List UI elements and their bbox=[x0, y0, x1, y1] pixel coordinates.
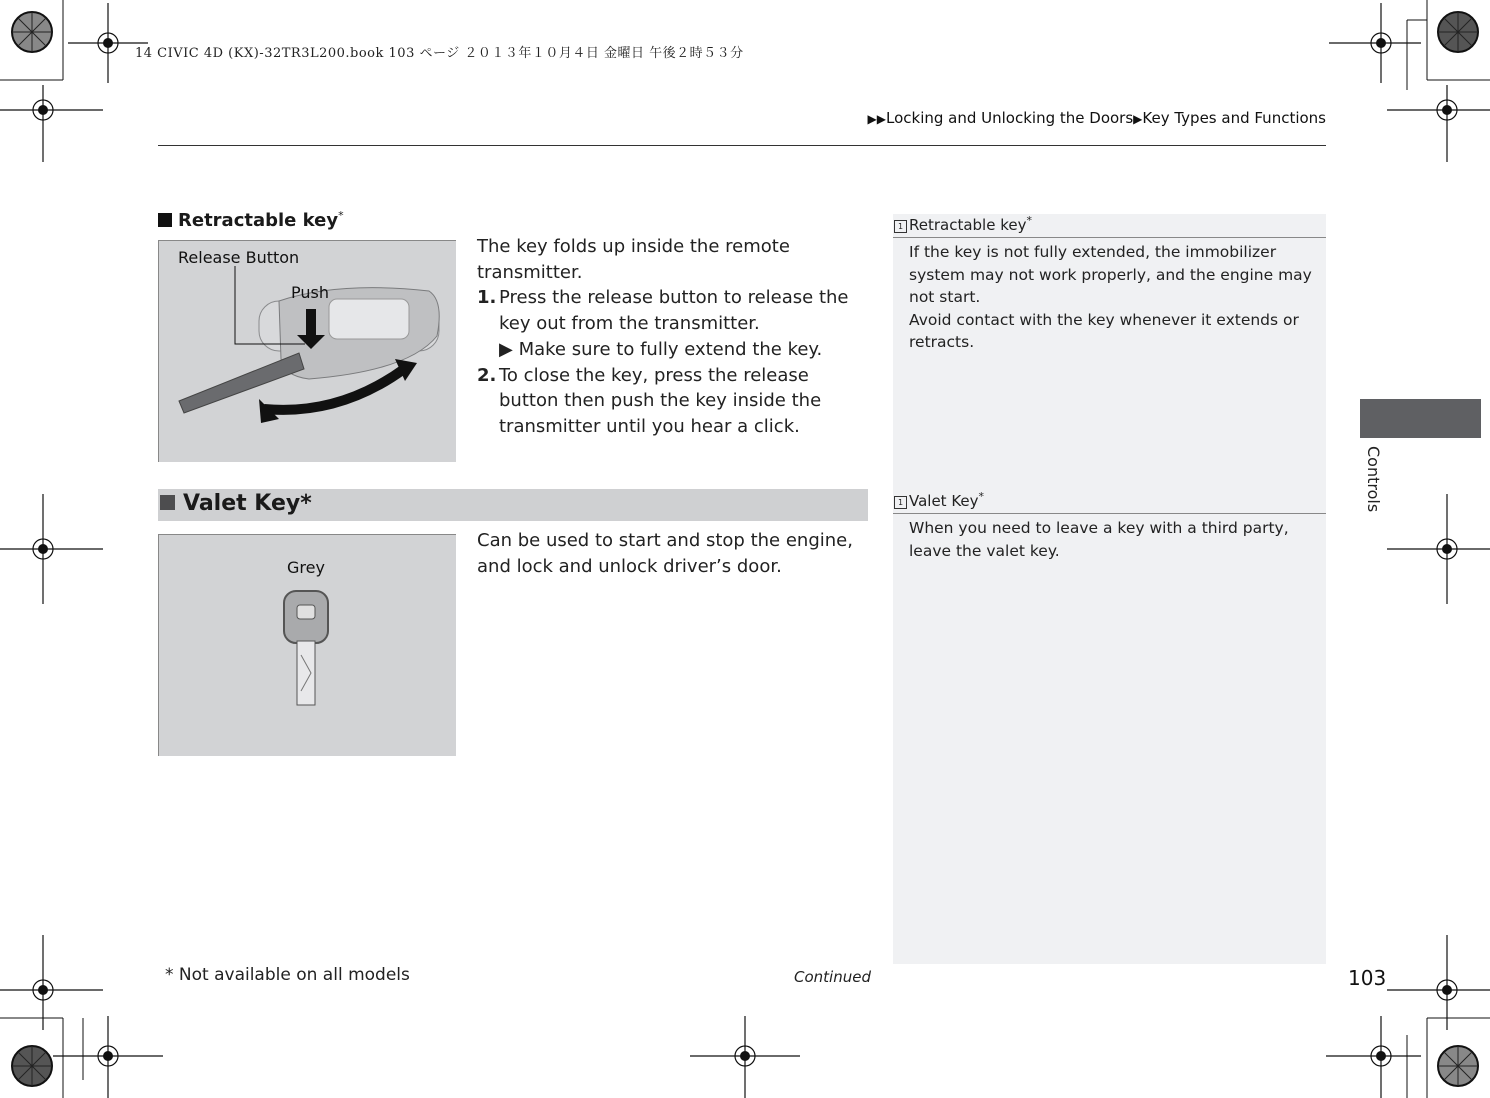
chapter-tab bbox=[1360, 399, 1481, 438]
footnote: * Not available on all models bbox=[165, 965, 410, 985]
step-1: 1. Press the release button to release the key out from the transmitter. bbox=[477, 287, 849, 335]
section-square-icon bbox=[158, 213, 172, 227]
note-rule bbox=[893, 237, 1326, 238]
flip-key-icon bbox=[159, 241, 456, 462]
grey-label: Grey bbox=[287, 558, 325, 577]
breadcrumb-item-key-types: Key Types and Functions bbox=[1142, 109, 1326, 127]
retractable-note-text: If the key is not fully extended, the immobilizer system may not work properly, and the engine may not start. Avoid contact with the key whenever it extends or retracts. bbox=[909, 243, 1312, 351]
valet-note-text: When you need to leave a key with a third party, leave the valet key. bbox=[909, 519, 1289, 560]
header-rule bbox=[158, 145, 1326, 146]
retractable-key-heading: Retractable key* bbox=[158, 209, 344, 231]
reference-badge-icon: 1 bbox=[894, 496, 907, 509]
continued-label: Continued bbox=[794, 968, 871, 986]
print-header: 14 CIVIC 4D (KX)-32TR3L200.book 103 ページ ２０１３年１０月４日 金曜日 午後２時５３分 bbox=[135, 46, 744, 61]
breadcrumb bbox=[868, 109, 1326, 127]
retractable-intro: The key folds up inside the remote transmitter. bbox=[477, 236, 790, 283]
retractable-key-illustration bbox=[158, 240, 456, 462]
valet-note-heading: 1 Valet Key* bbox=[894, 490, 984, 510]
breadcrumb-item-locking: Locking and Unlocking the Doors bbox=[886, 109, 1134, 127]
step-2: 2. To close the key, press the release button then push the key inside the transmitter until you hear a click. bbox=[477, 364, 822, 437]
page-number: 103 bbox=[1348, 966, 1387, 990]
valet-key-illustration bbox=[158, 534, 456, 756]
breadcrumb-arrow: ▶▶ bbox=[867, 112, 886, 126]
step-1-note: ▶ Make sure to fully extend the key. bbox=[499, 338, 823, 360]
breadcrumb-arrow: ▶ bbox=[1133, 112, 1143, 126]
retractable-key-text bbox=[477, 234, 867, 440]
chapter-tab-label: Controls bbox=[1364, 446, 1383, 513]
valet-key-text: Can be used to start and stop the engine, and lock and unlock driver’s door. bbox=[477, 530, 853, 577]
note-arrow-icon: ▶ bbox=[499, 338, 513, 360]
valet-key-heading: Valet Key* bbox=[160, 491, 312, 516]
retractable-note-heading: 1 Retractable key* bbox=[894, 214, 1032, 234]
note-rule bbox=[893, 513, 1326, 514]
reference-badge-icon: 1 bbox=[894, 220, 907, 233]
push-label: Push bbox=[291, 283, 329, 302]
section-square-icon bbox=[160, 495, 175, 510]
release-button-label: Release Button bbox=[178, 248, 300, 267]
